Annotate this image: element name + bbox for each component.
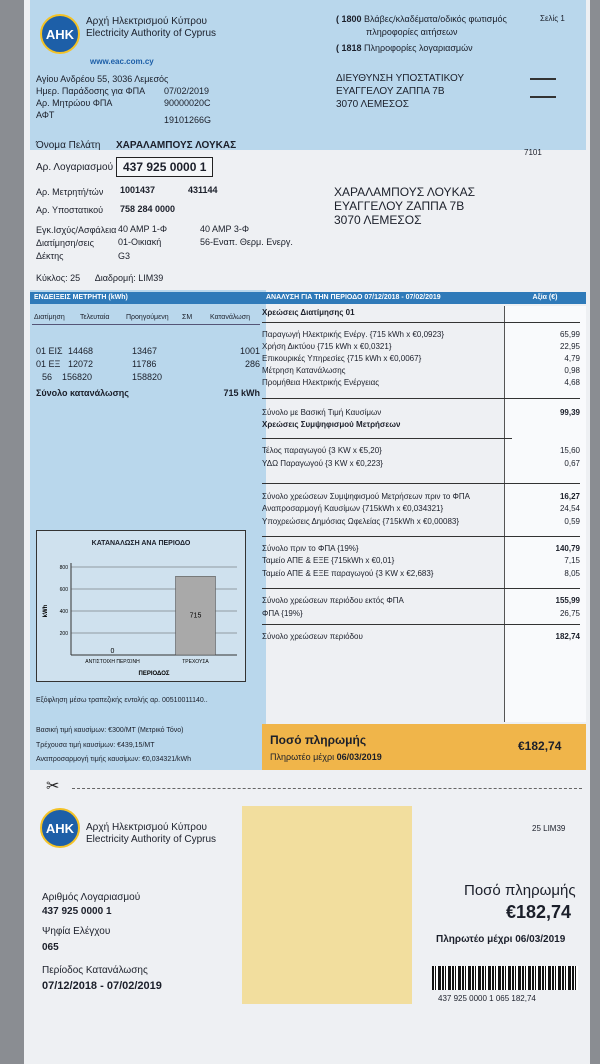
analysis-body [262, 308, 580, 648]
charge-row: Τέλος παραγωγού {3 KW x €5,20} 15,60 [262, 446, 580, 455]
fuel-adjustment-row: Αναπροσαρμογή Καυσίμων {715kWh x €0,034321} 24,54 [262, 504, 580, 513]
period-ex-vat-row: Σύνολο χρεώσεων περιόδου εκτός ΦΠΑ 155,99 [262, 596, 580, 605]
meter-1: 1001437 [120, 185, 156, 195]
subtotal-rule [262, 398, 580, 399]
vat-date: 07/02/2019 [164, 86, 210, 96]
table-row: 56 156820 158820 [42, 372, 163, 382]
account-number-box: 437 925 0000 1 [116, 157, 213, 177]
vat-reg: 90000020C [164, 98, 211, 108]
mailing-line1: ΕΥΑΓΓΕΛΟΥ ΖΑΠΠΑ 7Β [334, 199, 465, 213]
y-tick-label: 400 [59, 609, 68, 615]
col-last: Τελευταία [80, 314, 110, 321]
aft-number: 19101266G [164, 115, 212, 125]
y-tick-label: 600 [59, 587, 68, 593]
base-fuel-note: Βασική τιμή καυσίμων: €300/ΜΤ (Μετρικό Τόνο) [36, 727, 184, 734]
mailing-name: ΧΑΡΑΛΑΜΠΟΥΣ ΛΟΥΚΑΣ [334, 185, 475, 199]
x-tick-label: ΑΝΤΙΣΤΟΙΧΗ ΠΕΡ/ΣΙΝΗ [85, 659, 140, 665]
receiver: G3 [118, 251, 131, 261]
analysis-header: ΑΝΑΛΥΣΗ ΓΙΑ ΤΗΝ ΠΕΡΙΟΔΟ 07/12/2018 - 07/02/2019 [260, 292, 586, 304]
res-fund-row: Ταμείο ΑΠΕ & ΕΞΕ {715kWh x €0,01} 7,15 [262, 556, 580, 565]
analysis-value-col-head: Αξία (€) [504, 292, 586, 304]
tariff-1: 01-Οικιακή [118, 237, 162, 247]
period-total-row: Σύνολο χρεώσεων περιόδου 182,74 [262, 632, 580, 641]
slip-pay-amount: €182,74 [506, 902, 572, 922]
premises-number: 758 284 0000 [120, 204, 176, 214]
company-name-en: Electricity Authority of Cyprus [86, 28, 217, 39]
y-axis-label: kWh [43, 604, 49, 618]
slip-company-gr: Αρχή Ηλεκτρισμού Κύπρου [86, 822, 207, 833]
slip-due: Πληρωτέο μέχρι 06/03/2019 [436, 934, 566, 945]
section-rule [262, 322, 580, 323]
payment-due: Πληρωτέο μέχρι 06/03/2019 [270, 752, 382, 762]
website-link[interactable]: www.eac.com.cy [90, 57, 154, 66]
period-rule [262, 588, 580, 589]
payment-label: Ποσό πληρωμής [270, 733, 367, 747]
period-total-rule [262, 624, 580, 625]
meter-2: 431144 [188, 185, 218, 195]
barcode [432, 966, 578, 990]
address-window [242, 806, 412, 1004]
y-tick-label: 800 [59, 565, 68, 571]
phone-1800: ( 1800 Βλάβες/κλαδέματα/οδικός φωτισμός [336, 14, 507, 24]
meter-table [32, 312, 262, 402]
data-label: 0 [110, 648, 115, 655]
net-rule [262, 438, 512, 439]
bank-note: Εξόφληση μέσω τραπεζικής εντολής αρ. 00510011140.. [36, 697, 208, 704]
premises-address-line1: ΕΥΑΓΓΕΛΟΥ ΖΑΠΠΑ 7Β [336, 86, 445, 97]
net-total-row: Σύνολο χρεώσεων Συμψηφισμού Μετρήσεων πριν το ΦΠΑ 16,27 [262, 492, 580, 501]
charge-row: Μέτρηση Κατανάλωσης 0,98 [262, 366, 580, 375]
slip-pay-label: Ποσό πληρωμής [464, 882, 576, 899]
y-tick-label: 200 [59, 631, 68, 637]
charge-row: Χρήση Δικτύου {715 kWh x €0,0321} 22,95 [262, 342, 580, 351]
company-address: Αγίου Ανδρέου 55, 3036 Λεμεσός [36, 74, 169, 84]
net-metering-section: Χρεώσεις Συμψηφισμού Μετρήσεων [262, 420, 401, 429]
fuel-adjustment-note: Αναπροσαρμογή τιμής καυσίμων: €0,034321/kWh [36, 756, 192, 763]
phone-1818: ( 1818 Πληροφορίες λογαριασμών [336, 43, 473, 53]
customer-name: ΧΑΡΑΛΑΜΠΟΥΣ ΛΟΥΚΑΣ [116, 140, 237, 151]
col-previous: Προηγούμενη [126, 314, 169, 321]
payment-amount: €182,74 [518, 739, 562, 753]
vat-date-label: Ημερ. Παράδοσης για ΦΠΑ [36, 86, 146, 96]
slip-period-label: Περίοδος Κατανάλωσης [42, 965, 148, 976]
bill-paper [24, 0, 590, 1064]
cycle-route: Κύκλος: 25 Διαδρομή: LIM39 [36, 273, 164, 283]
col-sm: ΣΜ [182, 314, 193, 321]
account-label: Αρ. Λογαριασμού [36, 162, 114, 173]
col-consumption: Κατανάλωση [210, 314, 250, 321]
slip-check: 065 [42, 942, 59, 953]
capacity-label: Εγκ.Ισχύς/Ασφάλεια [36, 225, 117, 235]
page-number: Σελίς 1 [540, 14, 565, 23]
consumption-chart [36, 530, 246, 682]
charge-row: ΥΔΩ Παραγωγού {3 KW x €0,223} 0,67 [262, 459, 580, 468]
scissors-icon: ✂ [46, 778, 60, 795]
slip-account: 437 925 0000 1 [42, 906, 112, 917]
col-tariff: Διατίμηση [34, 314, 65, 321]
pre-vat-rule [262, 536, 580, 537]
pso-row: Υποχρεώσεις Δημόσιας Ωφελείας {715kWh x €0,00083} 0,59 [262, 517, 580, 526]
company-name-gr: Αρχή Ηλεκτρισμού Κύπρου [86, 16, 207, 27]
aft-label: ΑΦΤ [36, 110, 55, 120]
total-consumption: Σύνολο κατανάλωσης 715 kWh [36, 388, 260, 398]
customer-name-label: Όνομα Πελάτη [36, 140, 101, 151]
meter-label: Αρ. Μετρητή/τών [36, 187, 104, 197]
receiver-label: Δέκτης [36, 251, 64, 261]
tariff-2: 56-Εναπ. Θερμ. Ενεργ. [200, 237, 293, 247]
res-fund-producer-row: Ταμείο ΑΠΕ & ΕΞΕ παραγωγού {3 KW x €2,683} 8,05 [262, 569, 580, 578]
capacity-2: 40 AMP 3-Φ [200, 224, 250, 234]
premises-address-line2: 3070 ΛΕΜΕΣΟΣ [336, 99, 409, 110]
premises-label: Αρ. Υποστατικού [36, 205, 104, 215]
chart-plot [37, 531, 247, 683]
x-tick-label: ΤΡΕΧΟΥΣΑ [182, 659, 209, 665]
mailing-line2: 3070 ΛΕΜΕΣΟΣ [334, 213, 422, 227]
net-total-rule [262, 483, 580, 484]
slip-check-label: Ψηφία Ελέγχου [42, 926, 111, 937]
charge-row: Προμήθεια Ηλεκτρικής Ενέργειας 4,68 [262, 378, 580, 387]
vat-reg-label: Αρ. Μητρώου ΦΠΑ [36, 98, 113, 108]
vat-row: ΦΠΑ {19%} 26,75 [262, 609, 580, 618]
cut-line [72, 788, 582, 789]
current-fuel-note: Τρέχουσα τιμή καυσίμων: €439,15/ΜΤ [36, 742, 155, 749]
slip-reference: 25 LIM39 [532, 824, 566, 833]
eac-logo: AHK [40, 14, 80, 54]
eac-logo-slip: AHK [40, 808, 80, 848]
tariff-label: Διατίμηση/σεις [36, 238, 94, 248]
section-tariff-charges: Χρεώσεις Διατίμησης 01 [262, 308, 355, 317]
chart-title: ΚΑΤΑΝΑΛΩΣΗ ΑΝΑ ΠΕΡΙΟΔΟ [91, 540, 191, 547]
meter-header-line [32, 324, 260, 325]
data-label: 715 [189, 612, 202, 620]
meter-readings-header: ΕΝΔΕΙΞΕΙΣ ΜΕΤΡΗΤΗ (kWh) [30, 292, 266, 304]
table-row: 01 ΕΙΣ 14468 13467 1001 [36, 346, 260, 356]
slip-period: 07/12/2018 - 07/02/2019 [42, 980, 162, 992]
capacity-1: 40 AMP 1-Φ [118, 224, 168, 234]
table-row: 01 ΕΞ 12072 11786 286 [36, 359, 260, 369]
charge-row: Επικουρικές Υπηρεσίες {715 kWh x €0,0067} 4,79 [262, 354, 580, 363]
barcode-text: 437 925 0000 1 065 182,74 [438, 994, 536, 1003]
pre-vat-row: Σύνολο πριν το ΦΠΑ {19%} 140,79 [262, 544, 580, 553]
premises-address-title: ΔΙΕΥΘΥΝΣΗ ΥΠΟΣΤΑΤΙΚΟΥ [336, 73, 465, 84]
base-total-row: Σύνολο με Βασική Τιμή Καυσίμων 99,39 [262, 408, 580, 417]
slip-company-en: Electricity Authority of Cyprus [86, 834, 217, 845]
x-axis-label: ΠΕΡΙΟΔΟΣ [138, 671, 170, 677]
dash-1 [530, 78, 556, 80]
dash-2 [530, 96, 556, 98]
charge-row: Παραγωγή Ηλεκτρικής Ενέργ. {715 kWh x €0,0923} 65,99 [262, 330, 580, 339]
phone-1800-sub: πληροφορίες αιτήσεων [366, 27, 458, 37]
slip-account-label: Αριθμός Λογαριασμού [42, 892, 141, 903]
customer-code: 7101 [524, 148, 542, 157]
